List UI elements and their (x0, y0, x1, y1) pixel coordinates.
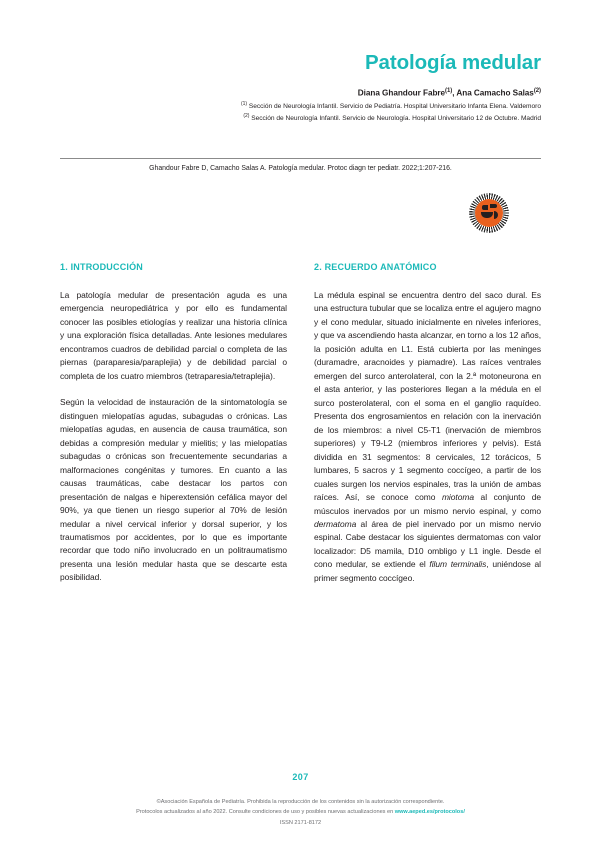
affiliation-two (60, 113, 541, 124)
italic-term-miotoma: miotoma (441, 492, 474, 503)
author-one-affiliation-marker: (1) (445, 87, 453, 94)
paragraph-run: , uniéndose al primer segmento coccígeo. (314, 559, 541, 583)
page-number: 207 (292, 772, 309, 782)
logo-glyph-part-3 (481, 212, 493, 218)
aep-logo (468, 192, 510, 234)
affiliation-two-marker: (2) (243, 112, 250, 119)
author-line (60, 88, 541, 98)
affiliation-one (60, 101, 541, 112)
right-column (314, 262, 541, 585)
affiliation-one-text: Sección de Neurología Infantil. Servicio de Pediatría. Hospital Universitario Infanta Elena. Valdemoro (247, 103, 541, 111)
two-column-body (60, 262, 541, 585)
paragraph-run: La médula espinal se encuentra dentro del saco dural. Es una estructura tubular que se localiza entre el agujero magno y el cono medular, situado inicialmente en niveles inferiores, y que va ascendiendo hasta alcanzar, en torno a los 12 años, la posición adulta en L1. Está cubierta por las meninges (duramadre, aracnoides y piamadre). Las raíces ventrales emergen del surco anterolateral, con la 2.ª motoneurona en el asta anterior, y las posteriores llegan a la médula en el surco posterolateral, con el soma en el ganglio raquídeo. Presenta dos engrosamientos en relación con la inervación de los miembros: a nivel C5-T1 (inervación de miembros superiores) y T9-L2 (miembros inferiores y pelvis). Está dividida en 31 segmentos: 8 cervicales, 12 torácicos, 5 lumbares, 5 sacros y 1 segmento coccígeo, a partir de los cuales surgen los nervios espinales, tras la unión de ambas raíces. Así, se conoce como (314, 290, 541, 503)
author-one: Diana Ghandour Fabre (357, 88, 446, 98)
footer-copyright: ©Asociación Española de Pediatría. Prohibida la reproducción de los contenidos sin la autorización correspondiente. (156, 799, 445, 805)
citation-line: Ghandour Fabre D, Camacho Salas A. Patología medular. Protoc diagn ter pediatr. 2022;1:207-216. (149, 165, 452, 172)
footer-update-note (60, 807, 541, 817)
italic-term-filum-terminalis: filum terminalis (429, 559, 487, 570)
document-header (60, 52, 541, 124)
paragraph-run: al área de piel inervado por un mismo nervio espinal. Cabe destacar los siguientes dermatomas con valor localizador: D5 mamila, D10 ombligo y L1 ingle. Desde el cono medular, se extiende el (314, 518, 541, 570)
header-divider (60, 158, 541, 159)
paragraph (314, 289, 541, 585)
italic-term-dermatoma: dermatoma (314, 518, 357, 529)
paragraph-run: al conjunto de músculos inervados por un mismo nervio espinal, y como (314, 492, 541, 516)
logo-glyph-part-2 (490, 204, 497, 208)
left-column (60, 262, 287, 585)
affiliation-two-text: Sección de Neurología Infantil. Servicio de Neurología. Hospital Universitario 12 de Octubre. Madrid (249, 114, 541, 122)
section-heading-recuerdo-anatomico: 2. RECUERDO ANATÓMICO (314, 262, 437, 272)
logo-glyph-part-4 (494, 211, 498, 219)
author-separator: , Ana Camacho Salas (452, 88, 534, 98)
page-footer (60, 797, 541, 828)
logo-glyph-part-1 (482, 205, 488, 210)
page-title: Patología medular (364, 51, 541, 74)
paragraph: Según la velocidad de instauración de la sintomatología se distinguen mielopatías agudas, subagudas o crónicas. Las mielopatías agudas, en ausencia de causa traumática, son debidas a compresión medular y mielitis; y las mielopatías subagudas o crónicas son frecuentemente secundarias a malformaciones congénitas y tumores. En cuanto a las causas traumáticas, cabe destacar los partos con presentación de nalgas e hiperextensión cefálica mayor del 90%, ya que tienen un riesgo superior al 70% de lesión medular a nivel cervical inferior y dorsal superior, y los traumatismos por accidentes, por lo que es importante recordar que todo niño involucrado en un politraumatismo presenta una lesión medular hasta que se descarte esta posibilidad. (60, 397, 287, 583)
section-heading-introduccion: 1. INTRODUCCIÓN (60, 262, 144, 272)
footer-update-text: Protocolos actualizados al año 2022. Consulte condiciones de uso y posibles nuevas actualizaciones en (136, 809, 395, 816)
author-two-affiliation-marker: (2) (533, 87, 541, 94)
logo-glyph-icon (481, 204, 498, 221)
footer-url-link[interactable]: www.aeped.es/protocolos/ (394, 809, 465, 816)
paragraph: La patología medular de presentación aguda es una emergencia neuropediátrica y por ello es fundamental conocer las posibles etiologías y realizar una historia clínica y una exploración física detalladas. Ante lesiones medulares encontramos cuadros de debilidad parcial o completa de las piernas (paraparesia/paraplejia) y de debilidad parcial o completa de los cuatro miembros (tetraparesia/tetraplejia). (60, 290, 287, 381)
affiliation-one-marker: (1) (240, 101, 248, 108)
footer-issn: ISSN 2171-8172 (279, 819, 322, 826)
